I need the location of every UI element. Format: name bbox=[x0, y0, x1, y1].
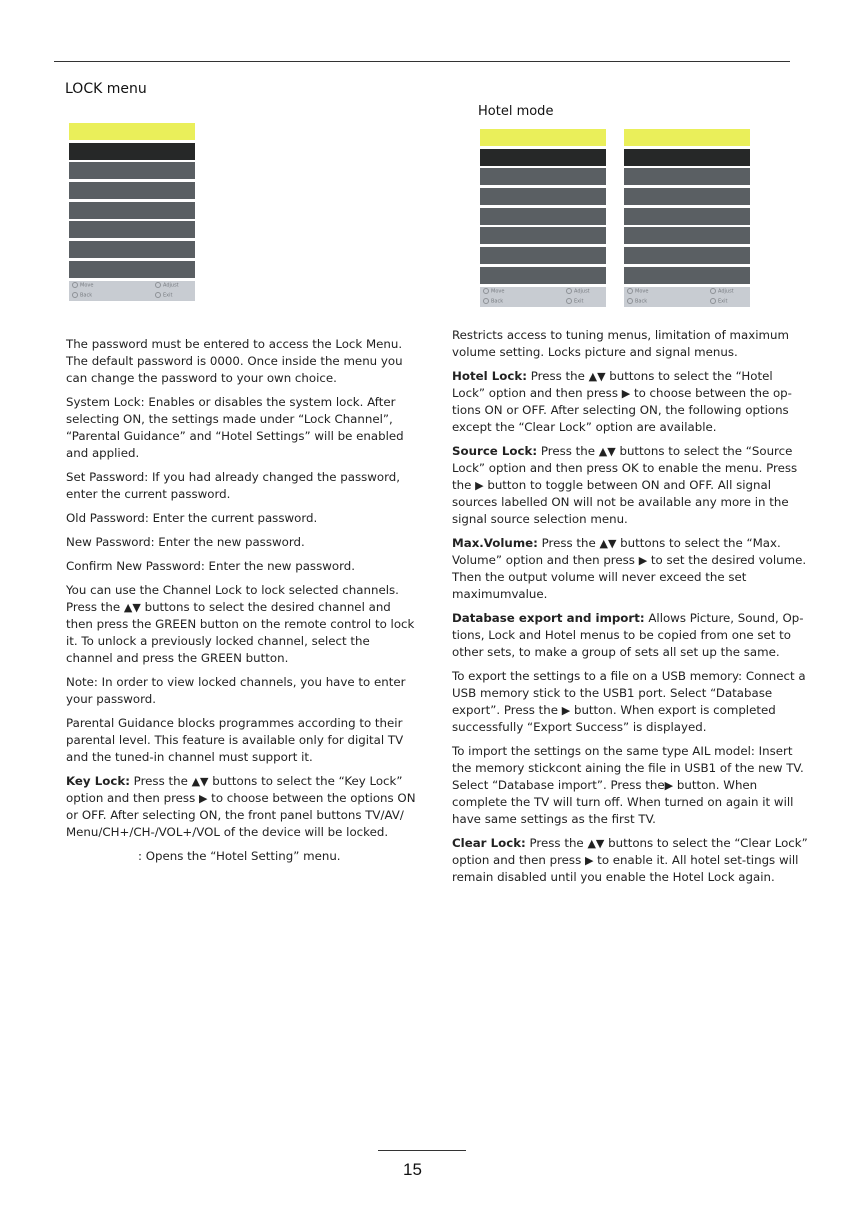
osd-menu-item bbox=[480, 247, 606, 264]
locked-channel-note: Note: In order to view locked channels, you have to enter your password. bbox=[66, 675, 406, 706]
footer-back: Back bbox=[80, 292, 93, 298]
hotel-mode-osd-1 bbox=[480, 129, 606, 307]
osd-menu-item bbox=[480, 208, 606, 225]
footer-adjust: Adjust bbox=[718, 288, 734, 294]
footer-move: Move bbox=[80, 282, 94, 288]
osd-menu-item bbox=[480, 267, 606, 284]
osd-menu-item bbox=[69, 182, 195, 199]
right-arrow-icon: ▶ bbox=[621, 387, 631, 400]
confirm-password-text: Confirm New Password: Enter the new password. bbox=[66, 559, 355, 573]
osd-menu-item bbox=[624, 247, 750, 264]
back-icon bbox=[483, 298, 489, 304]
key-lock-text: Key Lock: Press the ▲▼ buttons to select the “Key Lock” option and then press ▶ to choose between the options ON or OFF. After selecting ON, the front panel buttons TV/AV/ Menu/CH+/CH-/VOL+/VOL of the device will be locked. bbox=[66, 774, 416, 839]
move-icon bbox=[72, 282, 78, 288]
osd-menu-item bbox=[624, 208, 750, 225]
back-icon bbox=[627, 298, 633, 304]
footer-exit: Exit bbox=[718, 298, 728, 304]
footer-adjust: Adjust bbox=[163, 282, 179, 288]
right-arrow-icon: ▶ bbox=[584, 854, 594, 867]
osd-menu-item bbox=[624, 227, 750, 244]
right-arrow-icon: ▶ bbox=[664, 779, 674, 792]
up-down-arrows-icon: ▲▼ bbox=[123, 601, 141, 614]
source-lock-text: Source Lock: Press the ▲▼ buttons to select the “Source Lock” option and then press OK to enable the menu. Press the ▶ button to toggle between ON and OFF. All signal sources labelled ON will not be available any more in the signal source selection menu. bbox=[452, 444, 798, 526]
footer-back: Back bbox=[491, 298, 504, 304]
key-lock-label: Key Lock: bbox=[66, 774, 130, 788]
osd-menu-item bbox=[69, 221, 195, 238]
osd-menu-item bbox=[69, 162, 195, 179]
password-intro: The password must be entered to access the Lock Menu. The default password is 0000. Once inside the menu you can change the password to your own choice. bbox=[66, 337, 403, 385]
osd-menu-item bbox=[69, 202, 195, 219]
hotel-mode-heading: Hotel mode bbox=[478, 104, 554, 119]
right-column bbox=[452, 327, 808, 893]
osd-selected-item bbox=[480, 149, 606, 166]
osd-footer bbox=[624, 287, 750, 307]
osd-menu-item bbox=[69, 261, 195, 278]
right-arrow-icon: ▶ bbox=[198, 792, 208, 805]
osd-footer bbox=[69, 281, 195, 301]
osd-menu-item bbox=[480, 168, 606, 185]
exit-icon bbox=[566, 298, 572, 304]
osd-menu-item bbox=[480, 227, 606, 244]
osd-menu-item bbox=[624, 168, 750, 185]
up-down-arrows-icon: ▲▼ bbox=[191, 775, 209, 788]
export-text: To export the settings to a file on a USB memory: Connect a USB memory stick to the USB1 port. Select “Database export”. Press the ▶ button. When export is completed successfully “Export Success” is displayed. bbox=[452, 669, 806, 734]
channel-lock-text: You can use the Channel Lock to lock selected channels. Press the ▲▼ buttons to select the desired channel and then press the GREEN button on the remote control to lock it. To unlock a previously locked channel, select the channel and press the GREEN button. bbox=[66, 583, 415, 665]
system-lock-text: System Lock: Enables or disables the system lock. After selecting ON, the settings made under “Lock Channel”, “Parental Guidance” and “Hotel Settings” will be enabled and applied. bbox=[66, 395, 404, 460]
osd-footer bbox=[480, 287, 606, 307]
hotel-lock-label: Hotel Lock: bbox=[452, 369, 527, 383]
up-down-arrows-icon: ▲▼ bbox=[588, 370, 606, 383]
parental-guidance-text: Parental Guidance blocks programmes according to their parental level. This feature is available only for digital TV and the tuned-in channel must support it. bbox=[66, 716, 404, 764]
back-icon bbox=[72, 292, 78, 298]
footer-adjust: Adjust bbox=[574, 288, 590, 294]
footer-exit: Exit bbox=[574, 298, 584, 304]
max-volume-label: Max.Volume: bbox=[452, 536, 538, 550]
osd-menu-item bbox=[624, 188, 750, 205]
adjust-icon bbox=[155, 282, 161, 288]
hotel-mode-osd-2 bbox=[624, 129, 750, 307]
clear-lock-label: Clear Lock: bbox=[452, 836, 526, 850]
osd-selected-item bbox=[69, 143, 195, 160]
database-text: Database export and import: Allows Picture, Sound, Op-tions, Lock and Hotel menus to be copied from one set to other sets, to make a group of sets all set up the same. bbox=[452, 611, 804, 659]
lock-menu-heading: LOCK menu bbox=[65, 81, 147, 97]
footer-exit: Exit bbox=[163, 292, 173, 298]
import-text: To import the settings on the same type AIL model: Insert the memory stickcont aining the file in USB1 of the new TV. Select “Database import”. Press the▶ button. When complete the TV will turn off. When turned on again it will have same settings as the first TV. bbox=[452, 744, 804, 826]
osd-menu-item bbox=[480, 188, 606, 205]
adjust-icon bbox=[710, 288, 716, 294]
clear-lock-text: Clear Lock: Press the ▲▼ buttons to select the “Clear Lock” option and then press ▶ to enable it. All hotel set-tings will remain disabled until you enable the Hotel Lock again. bbox=[452, 836, 808, 884]
osd-selected-item bbox=[624, 149, 750, 166]
page-number: 15 bbox=[403, 1160, 422, 1179]
up-down-arrows-icon: ▲▼ bbox=[587, 837, 605, 850]
hotel-mode-intro: Restricts access to tuning menus, limitation of maximum volume setting. Locks picture and signal menus. bbox=[452, 328, 789, 359]
up-down-arrows-icon: ▲▼ bbox=[598, 445, 616, 458]
footer-back: Back bbox=[635, 298, 648, 304]
move-icon bbox=[627, 288, 633, 294]
right-arrow-icon: ▶ bbox=[475, 479, 484, 492]
left-column bbox=[66, 336, 418, 872]
osd-title-bar bbox=[624, 129, 750, 146]
old-password-text: Old Password: Enter the current password. bbox=[66, 511, 318, 525]
footer-move: Move bbox=[635, 288, 649, 294]
new-password-text: New Password: Enter the new password. bbox=[66, 535, 305, 549]
right-arrow-icon: ▶ bbox=[638, 554, 648, 567]
osd-menu-item bbox=[69, 241, 195, 258]
footer-rule bbox=[378, 1150, 466, 1151]
move-icon bbox=[483, 288, 489, 294]
exit-icon bbox=[155, 292, 161, 298]
header-rule bbox=[54, 61, 790, 62]
osd-title-bar bbox=[69, 123, 195, 140]
lock-menu-osd bbox=[69, 123, 195, 301]
database-label: Database export and import: bbox=[452, 611, 645, 625]
osd-title-bar bbox=[480, 129, 606, 146]
set-password-text: Set Password: If you had already changed the password, enter the current password. bbox=[66, 470, 401, 501]
footer-move: Move bbox=[491, 288, 505, 294]
hotel-lock-text: Hotel Lock: Press the ▲▼ buttons to select the “Hotel Lock” option and then press ▶ to choose between the op-tions ON or OFF. After selecting ON, the following options except the “Clear Lock” option are available. bbox=[452, 369, 792, 434]
up-down-arrows-icon: ▲▼ bbox=[599, 537, 617, 550]
osd-menu-item bbox=[624, 267, 750, 284]
source-lock-label: Source Lock: bbox=[452, 444, 538, 458]
adjust-icon bbox=[566, 288, 572, 294]
right-arrow-icon: ▶ bbox=[561, 704, 571, 717]
exit-icon bbox=[710, 298, 716, 304]
hotel-setting-text: : Opens the “Hotel Setting” menu. bbox=[138, 849, 341, 863]
max-volume-text: Max.Volume: Press the ▲▼ buttons to select the “Max. Volume” option and then press ▶ to set the desired volume. Then the output volume will never exceed the set maximumvalue. bbox=[452, 536, 807, 601]
